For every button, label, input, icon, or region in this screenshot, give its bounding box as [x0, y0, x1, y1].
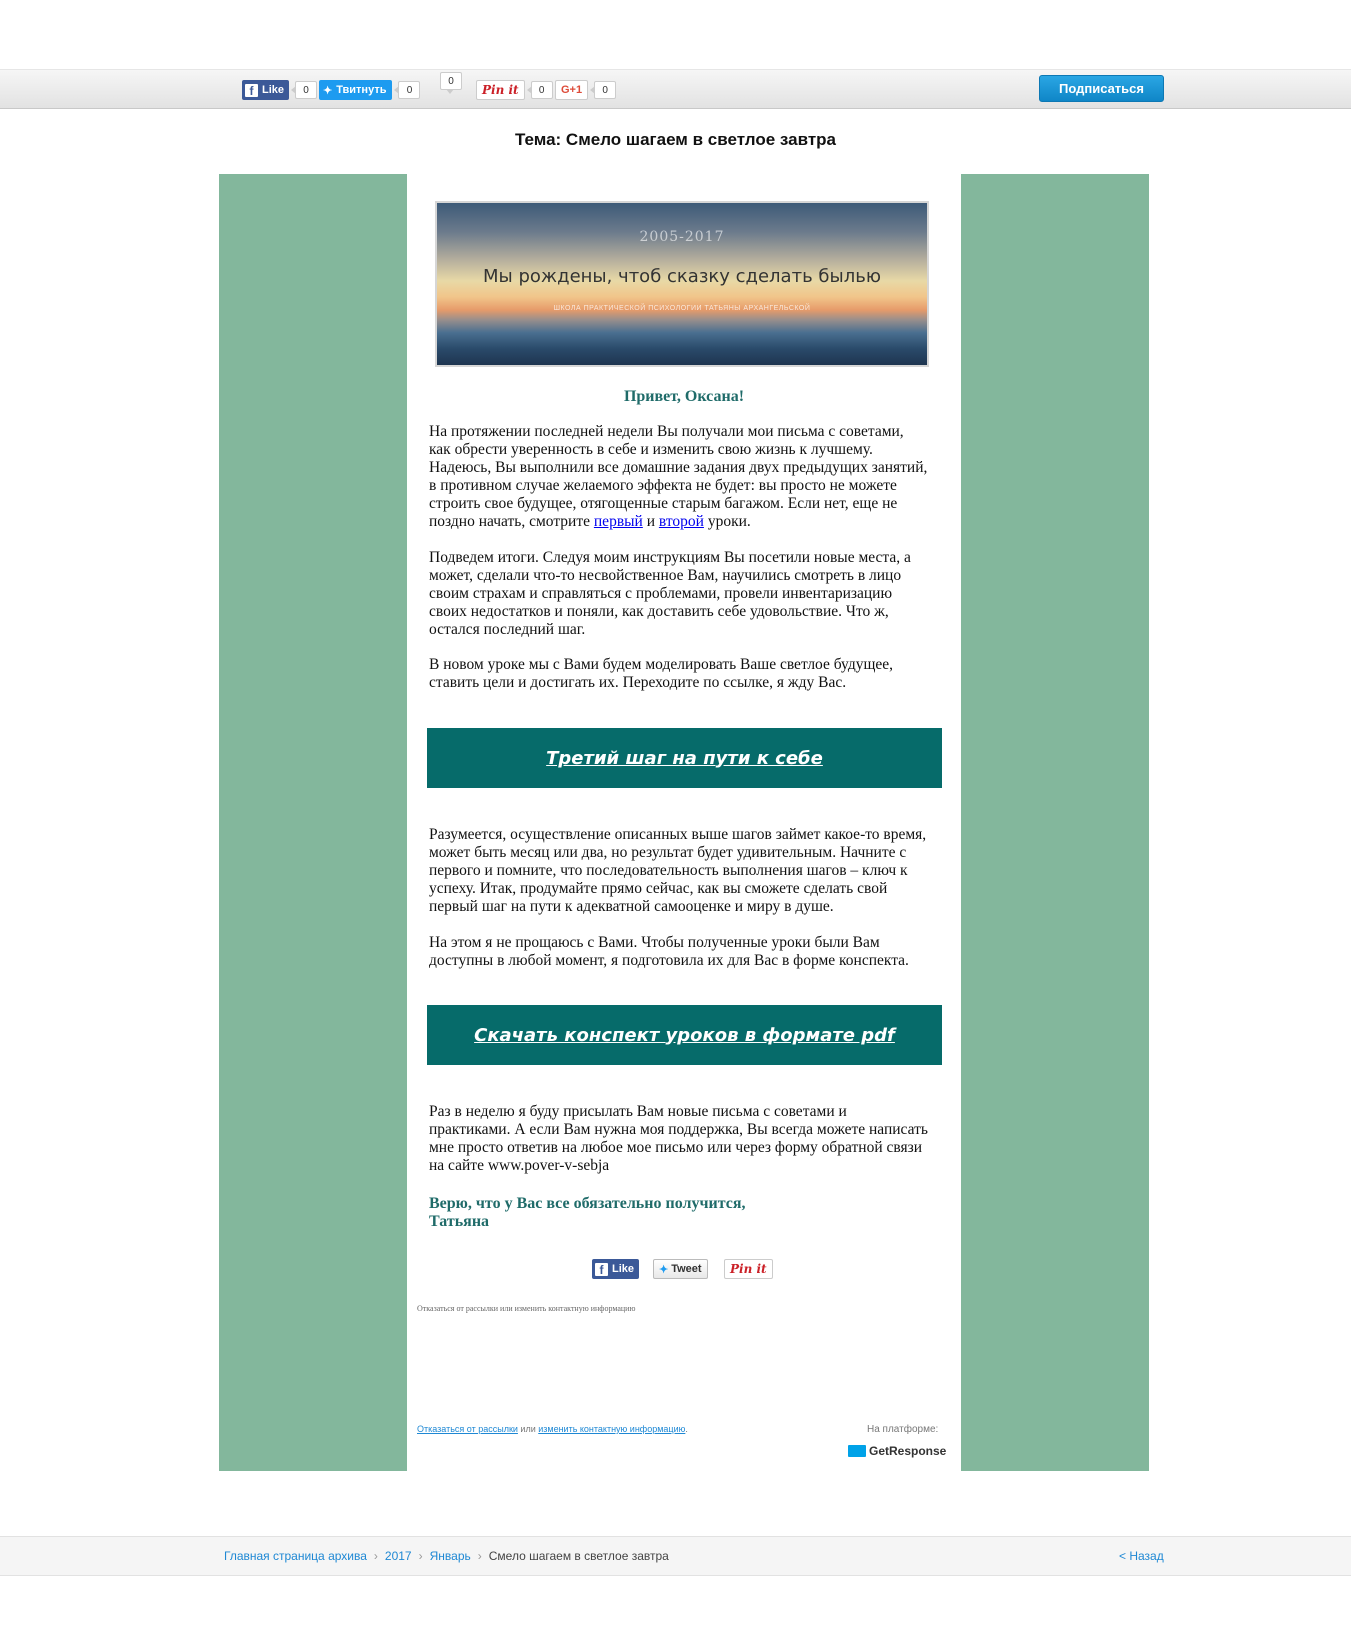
- paragraph-new-lesson: В новом уроке мы с Вами будем моделировать Ваше светлое будущее, ставить цели и достигать их. Переходите по ссылке, я жду Вас.: [429, 656, 894, 691]
- envelope-icon: [848, 1445, 866, 1457]
- chevron-right-icon: ›: [373, 1549, 378, 1563]
- greeting: Привет, Оксана!: [623, 388, 745, 405]
- share-toolbar: [0, 69, 1351, 109]
- twitter-share-group: [319, 80, 420, 100]
- change-contact-link[interactable]: изменить контактную информацию: [538, 1424, 686, 1434]
- tweet-count: 0: [398, 81, 420, 99]
- extra-share-group: [440, 71, 462, 91]
- getresponse-logo[interactable]: [848, 1444, 946, 1458]
- unsubscribe-note: Отказаться от рассылки или изменить контактную информацию: [417, 1304, 636, 1313]
- banner-years: 2005-2017: [639, 229, 725, 245]
- paragraph-intro: [429, 423, 929, 531]
- google-plus-group: [555, 80, 616, 100]
- lesson-two-link[interactable]: второй: [658, 513, 704, 530]
- paragraph-results: Разумеется, осуществление описанных выше шагов займет какое-то время, может быть месяц или два, но результат будет удивительным. Начните с первого и помните, что последовательность выполнения шагов – ключ к успеху. Итак, продумайте прямо сейчас, как вы сможете сделать свой первый шаг на пути к адекватной самооценке и миру в душе.: [429, 826, 927, 915]
- bottom-tweet-button[interactable]: [653, 1259, 708, 1279]
- twitter-bird-icon: ✦: [323, 84, 333, 97]
- facebook-like-label: Like: [262, 84, 285, 96]
- pinterest-group: [476, 80, 553, 100]
- signature: [429, 1195, 746, 1231]
- paragraph-intro-text: На протяжении последней недели Вы получали мои письма с советами, как обрести уверенность в себе и изменить свою жизнь к лучшему. Надеюсь, Вы выполнили все домашние задания двух предыдущих занятий, в противном случае желаемого эффекта не будет: вы просто не можете строить свое будущее, отягощенные старым багажом. Если нет, еще не поздно начать, смотрите: [429, 423, 928, 530]
- facebook-like-count: 0: [295, 81, 317, 99]
- breadcrumb: [224, 1549, 669, 1563]
- pin-it-button[interactable]: Pin it: [476, 80, 525, 100]
- pin-count: 0: [531, 81, 553, 99]
- facebook-like-group: [242, 80, 317, 100]
- extra-share-count: 0: [440, 72, 462, 90]
- chevron-right-icon: ›: [418, 1549, 423, 1563]
- getresponse-name: GetResponse: [869, 1444, 947, 1458]
- breadcrumb-month[interactable]: Январь: [429, 1549, 471, 1563]
- paragraph-intro-end: уроки.: [703, 513, 751, 530]
- tweet-button[interactable]: [319, 80, 392, 100]
- google-plus-count: 0: [594, 81, 616, 99]
- footer-or: или: [517, 1424, 539, 1434]
- facebook-like-button[interactable]: [242, 80, 289, 100]
- tweet-label: Твитнуть: [336, 84, 387, 96]
- banner-motto: Мы рождены, чтоб сказку сделать былью: [483, 266, 881, 287]
- subscribe-button[interactable]: Подписаться: [1039, 75, 1164, 102]
- bottom-tweet-label: Tweet: [671, 1263, 702, 1275]
- signature-name: Татьяна: [429, 1213, 490, 1230]
- banner-school: ШКОЛА ПРАКТИЧЕСКОЙ ПСИХОЛОГИИ ТАТЬЯНЫ АРХАНГЕЛЬСКОЙ: [553, 305, 811, 312]
- paragraph-summary: Подведем итоги. Следуя моим инструкциям Вы посетили новые места, а может, сделали что-то несвойственное Вам, научились смотреть в лицо своим страхам и справляться с проблемами, провели инвентаризацию своих недостатков и поняли, как доставить себе удовольствие. Что ж, остался последний шаг.: [429, 549, 911, 638]
- unsubscribe-link[interactable]: Отказаться от рассылки: [417, 1424, 518, 1434]
- email-content: [407, 174, 961, 1471]
- chevron-right-icon: ›: [477, 1549, 482, 1563]
- footer-links: [417, 1424, 688, 1434]
- third-step-button[interactable]: Третий шаг на пути к себе: [427, 728, 942, 788]
- facebook-icon: f: [245, 84, 258, 97]
- twitter-bird-icon: ✦: [659, 1263, 669, 1276]
- bottom-pin-label: Pin it: [724, 1259, 773, 1279]
- email-subject: Тема: Смело шагаем в светлое завтра: [514, 130, 837, 149]
- breadcrumb-current: Смело шагаем в светлое завтра: [488, 1549, 669, 1563]
- breadcrumb-home[interactable]: Главная страница архива: [224, 1549, 367, 1563]
- paragraph-weekly: Раз в неделю я буду присылать Вам новые письма с советами и практиками. А если Вам нужна моя поддержка, Вы всегда можете написать мне просто ответив на любое мое письмо или через форму обратной связи на сайте www.pover-v-sebja: [429, 1103, 928, 1174]
- paragraph-notes: На этом я не прощаюсь с Вами. Чтобы полученные уроки были Вам доступны в любой момент, я подготовила их для Вас в форме конспекта.: [429, 934, 909, 969]
- bottom-facebook-like-button[interactable]: [592, 1259, 639, 1279]
- footer-dot: .: [685, 1424, 688, 1434]
- google-plus-button[interactable]: G+1: [555, 80, 588, 100]
- bottom-pin-it-button[interactable]: [724, 1259, 773, 1279]
- facebook-icon: f: [595, 1263, 608, 1276]
- download-pdf-button[interactable]: Скачать конспект уроков в формате pdf: [427, 1005, 942, 1065]
- platform-label: На платформе:: [867, 1424, 939, 1435]
- header-banner: [435, 201, 929, 367]
- back-link[interactable]: < Назад: [1119, 1549, 1164, 1563]
- lesson-one-link[interactable]: первый: [593, 513, 643, 530]
- bottom-like-label: Like: [612, 1263, 635, 1275]
- breadcrumb-bar: [0, 1536, 1351, 1576]
- breadcrumb-year[interactable]: 2017: [384, 1549, 412, 1563]
- paragraph-intro-and: и: [642, 513, 659, 530]
- signature-line: Верю, что у Вас все обязательно получится,: [429, 1195, 746, 1212]
